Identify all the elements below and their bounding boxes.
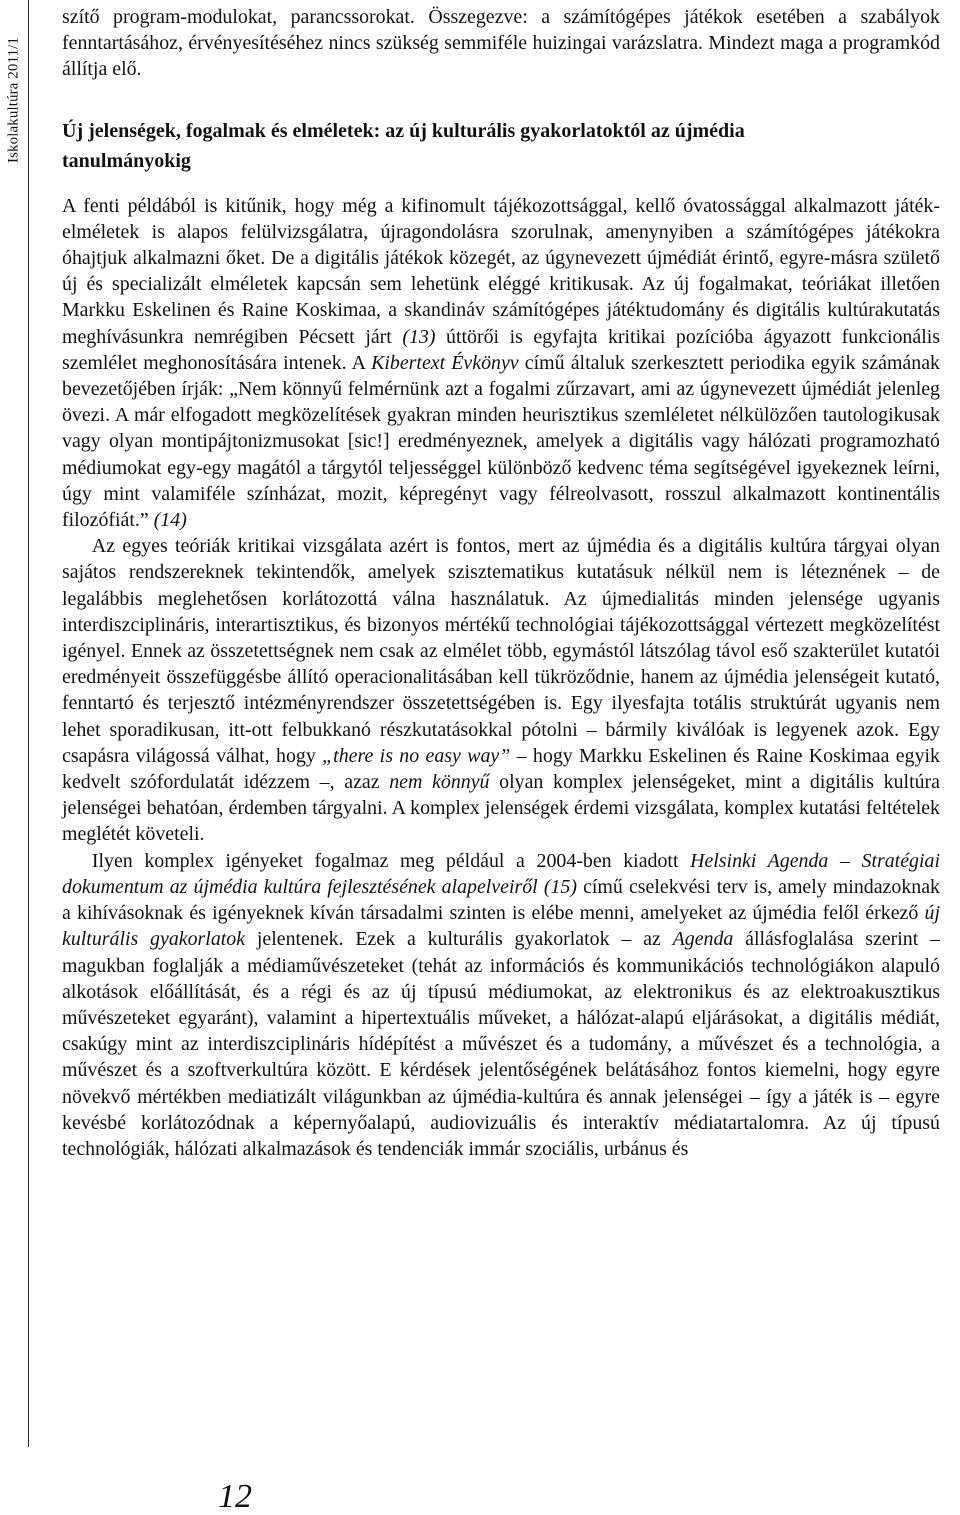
running-head	[0, 0, 24, 200]
running-head-text: Iskolakultúra 2011/1	[5, 36, 22, 164]
paragraph-1	[62, 193, 940, 534]
title-helsinki-agenda: Helsinki Agenda – Stratégiai dokumentum az újmédia kultúra fejlesztésének alapelveiről	[62, 849, 940, 898]
paragraph-1-text-c: című általuk szerkesztett periodika egyik számának bevezetőjében írják: „Nem könnyű felmérnünk azt a fogalmi zűrzavart, ami az úgynevezett újmédiát jelenleg övezi. A már elfogadott megközelítések gyakran minden heurisztikus szemléletet nélkülözően tautologikusak vagy olyan montipájtonizmusokat [sic!] eredményeznek, amelyek a digitális vagy hálózati programozható médiumokat egy-egy magától a tárgytól teljességgel különböző kedvenc téma segítségével igyekeznek leírni, úgy mint valamiféle színházat, mozit, képregényt vagy félreolvasott, rosszul alkalmazott kontinentális filozófiát.”	[62, 351, 940, 532]
paragraph-2-text-a: Az egyes teóriák kritikai vizsgálata azért is fontos, mert az újmédia és a digitális kultúra tárgyai olyan sajátos rendszereknek tekintendők, amelyek szisztematikus kutatásuk nélkül nem is léteznének – de legalábbis meglehetősen korlátozottá válna használatuk. Az újmedialitás minden jelensége ugyanis interdiszciplináris, interartisztikus, és bizonyos mértékű technológiai tájékozottsággal vértezett megközelítést igényel. Ennek az összetettségnek nem csak az elmélet több, egymástól látszólag távol eső szakterület kutatói eredményeit összefüggésbe állító operacionalitásában kell tükröződnie, hanem az újmédia jelenségeit kutató, fenntartó és terjesztő intézményrendszer összetettségében is. Egy ilyesfajta totális struktúrát ugyanis nem lehet sporadikusan, itt-ott felbukkanó részkutatásokkal pótolni – bármily kiválóak is legyenek azok. Egy csapásra világossá válhat, hogy	[62, 535, 940, 767]
paragraph-3-text-b: című cselekvési terv is, amely mindazoknak a kihívásoknak és igényeknek kíván társadalmi szinten is elébe menni, amelyeket az újmédia felől érkező	[62, 875, 940, 925]
page-number: 12	[218, 1478, 252, 1515]
quote-easy-way: „there is no easy way”	[322, 744, 511, 767]
paragraph-1-text-b: úttörői is egyfajta kritikai pozícióba ágyazott funkcionális szemlélet meghonosítására intenek. A	[62, 325, 940, 374]
paragraph-3-text-c: jelentenek. Ezek a kulturális gyakorlatok – az	[245, 928, 673, 951]
reference-15: (15)	[537, 875, 577, 898]
section-heading-line-1: Új jelenségek, fogalmak és elméletek: az új kulturális gyakorlatoktól az újmédia	[62, 119, 745, 142]
paragraph-3-text-d: állásfoglalása szerint – magukban foglalják a médiaművészeteket (tehát az információs és kommunikációs technológiákon alapuló alkotások előállítását, és a régi és az új típusú médiumokat, az elektronikus és az elektroakusztikus művészeteket egyaránt), valamint a hipertextuális műveket, a hálózat-alapú eljárásokat, a digitális médiát, csakúgy mint az interdiszciplináris hídépítést a művészet és a tudomány, a művészet és a technológia, a művészet és a szoftverkultúra között. E kérdések jelentőségének belátásához fontos kiemelni, hogy egyre növekvő mértékben mediatizált világunkban az újmédia-kultúra és annak jelenségei – így a játék is – egyre kevésbé korlátozódnak a képernyőalapú, audiovizuális és interaktív médiatartalomra. Az új típusú technológiák, hálózati alkalmazások és tendenciák immár szociális, urbánus és	[62, 928, 940, 1160]
paragraph-3	[62, 848, 940, 1162]
section-heading-line-2: tanulmányokig	[62, 149, 191, 172]
phrase-uj-kulturalis: új kulturális gyakorlatok	[62, 902, 940, 951]
intro-paragraph: szítő program-modulokat, parancssorokat. Összegezve: a számítógépes játékok esetében a szabályok fenntartásához, érvényesítéséhez nincs szükség semmiféle huizingai varázslatra. Mindezt maga a programkód állítja elő.	[62, 6, 940, 81]
phrase-nem-konnyu: nem könnyű	[389, 771, 490, 794]
paragraph-1-text-a: A fenti példából is kitűnik, hogy még a kifinomult tájékozottsággal, kellő óvatossággal alkalmazott játék-elméletek is alapos felülvizsgálatra, újragondolásra szorulnak, amenynyiben a számítógépes játékokra óhajtjuk alkalmazni őket. De a digitális játékok közegét, az úgynevezett újmédiát érintő, egyre-másra születő új és specializált elméletek kapcsán sem lehetünk eléggé kritikusak. Az új fogalmakat, teóriákat illetően Markku Eskelinen és Raine Koskimaa, a skandináv számítógépes játéktudomány és digitális kultúrakutatás meghívásunkra nemrégiben Pécsett járt	[62, 194, 940, 348]
paragraph-3-text-a: Ilyen komplex igényeket fogalmaz meg például a 2004-ben kiadott	[91, 849, 691, 872]
paragraph-2	[62, 533, 940, 847]
title-kibertext: Kibertext Évkönyv	[371, 351, 519, 374]
paragraph-2-text-b: – hogy Markku Eskelinen és Raine Koskimaa egyik kedvelt szófordulatát idézzem –, azaz	[62, 744, 940, 794]
reference-14: (14)	[153, 509, 187, 532]
reference-13: (13)	[402, 325, 436, 348]
section-heading	[62, 116, 940, 176]
phrase-agenda: Agenda	[672, 928, 734, 951]
paragraph-2-text-c: olyan komplex jelenségeket, mint a digitális kultúra jelenségei behatóan, érdemben tárgyalni. A komplex jelenségek érdemi vizsgálata, komplex kutatási feltételek meglétét követeli.	[62, 771, 940, 846]
margin-rule	[28, 0, 29, 1447]
article-body	[62, 4, 940, 1162]
